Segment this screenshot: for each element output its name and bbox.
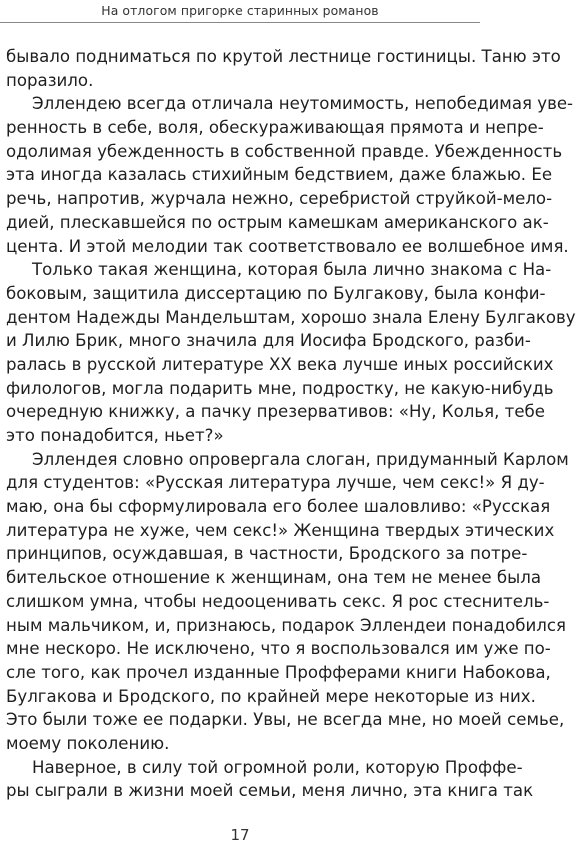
text-line: слишком умна, чтобы недооценивать секс. Я рос стеснитель- — [6, 591, 550, 611]
text-line: ренность в себе, воля, обескураживающая прямота и непре- — [6, 118, 544, 138]
body-text — [6, 45, 576, 803]
text-line: литература не хуже, чем секс!» Женщина твердых этических — [6, 520, 555, 540]
text-line: Наверное, в силу той огромной роли, которую Проффе- — [32, 757, 523, 777]
header-rule — [0, 22, 480, 23]
text-line: сле того, как прочел изданные Профферами книги Набокова, — [6, 662, 551, 682]
text-line: бительское отношение к женщинам, она тем не менее была — [6, 568, 542, 588]
text-line: это понадобится, ньет?» — [6, 426, 224, 445]
text-line: филологов, могла подарить мне, подростку, не какую-нибудь — [6, 378, 554, 398]
text-line: Это были тоже ее подарки. Увы, не всегда мне, но моей семье, — [6, 710, 565, 730]
text-line: дией, плескавшейся по острым камешкам американского ак- — [6, 212, 549, 232]
text-line: Булгакова и Бродского, по крайней мере некоторые из них. — [6, 686, 536, 706]
running-header: На отлогом пригорке старинных романов — [101, 3, 379, 18]
text-line: для студентов: «Русская литература лучше, чем секс!» Я ду- — [6, 473, 545, 493]
page-number: 17 — [230, 826, 250, 844]
text-line: бывало подниматься по крутой лестнице гостиницы. Таню это — [6, 47, 561, 66]
text-line: Эллендею всегда отличала неутомимость, непобедимая уве- — [32, 94, 574, 114]
text-line: принципов, осуждавшая, в частности, Бродского за потре- — [6, 544, 528, 564]
text-line: боковым, защитила диссертацию по Булгакову, была конфи- — [6, 283, 546, 303]
text-line: ным мальчиком, и, признаюсь, подарок Эллендеи понадобился — [6, 615, 567, 635]
text-line: ралась в русской литературе XX века лучше иных российских — [6, 354, 554, 374]
text-line: одолимая убежденность в собственной правде. Убежденность — [6, 141, 563, 161]
text-line: Только такая женщина, которая была лично знакома с На- — [32, 260, 552, 280]
text-line: и Лилю Брик, много значила для Иосифа Бродского, разби- — [6, 331, 531, 351]
text-line: цента. И этой мелодии так соответствовало ее волшебное имя. — [6, 236, 569, 256]
text-line: речь, напротив, журчала нежно, серебристой струйкой-мело- — [6, 189, 553, 209]
text-line: Эллендея словно опровергала слоган, придуманный Карлом — [32, 449, 569, 469]
text-line: эта иногда казалась стихийным бедствием, даже блажью. Ее — [6, 165, 553, 185]
text-line: маю, она бы сформулировала его более шаловливо: «Русская — [6, 497, 551, 517]
text-line: очередную книжку, а пачку презервативов: «Ну, Колья, тебе — [6, 402, 545, 422]
text-line: поразило. — [6, 70, 94, 90]
text-line: мне нескоро. Не исключено, что я воспользовался им уже по- — [6, 639, 551, 659]
text-line: ры сыграли в жизни моей семьи, меня лично, эта книга так — [6, 781, 534, 801]
text-line: дентом Надежды Мандельштам, хорошо знала Елену Булгакову — [6, 307, 576, 327]
text-line: моему поколению. — [6, 733, 170, 753]
